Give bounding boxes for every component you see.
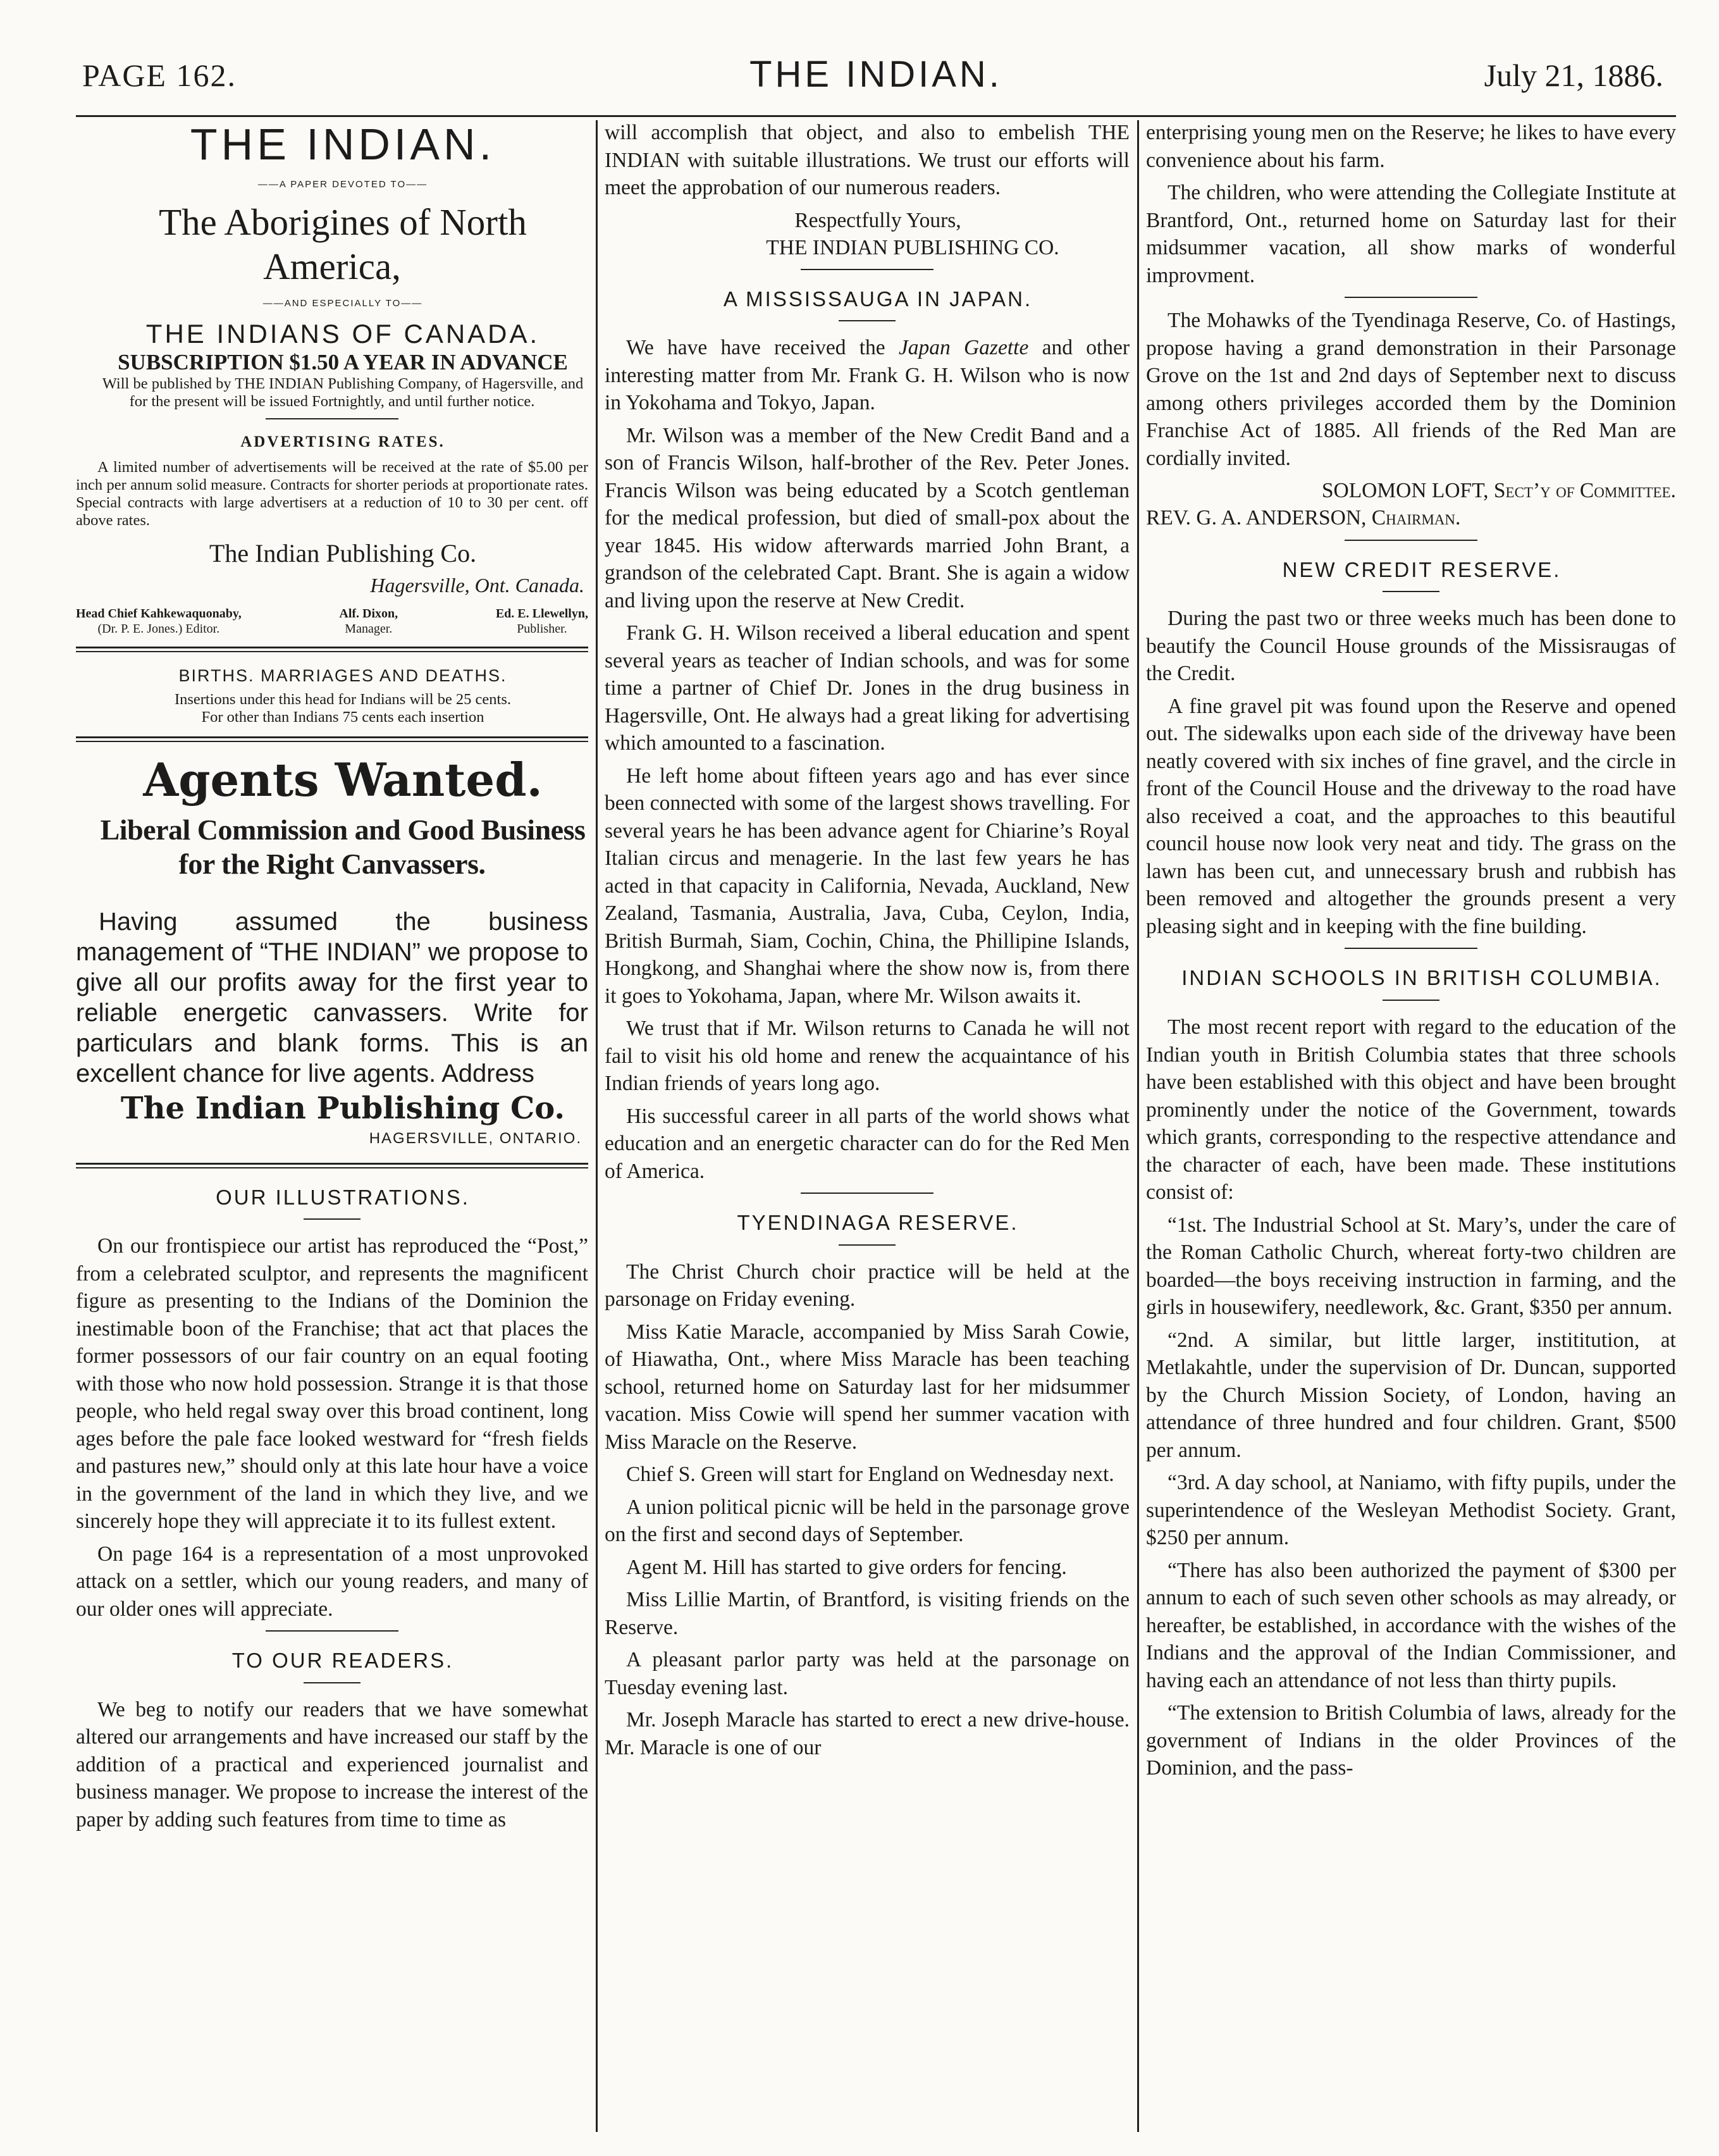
advertising-rates-heading: ADVERTISING RATES. xyxy=(240,433,445,450)
staff-list xyxy=(76,606,588,636)
divider xyxy=(304,1682,360,1683)
staff-manager: Alf. Dixon, Manager. xyxy=(339,606,398,636)
especially-line: ——AND ESPECIALLY TO—— xyxy=(262,297,423,309)
illustrations-heading: OUR ILLUSTRATIONS. xyxy=(216,1185,470,1209)
agents-advertisement xyxy=(76,753,588,1153)
tyendinaga-paragraph: Miss Katie Maracle, accompanied by Miss Sarah Cowie, of Hiawatha, Ont., where Miss Maracle has been teaching school, returned home on Saturday last for her midsummer vacation. Miss Cowie will spend her summer vacation with Miss Maracle on the Reserve. xyxy=(605,1320,1130,1454)
divider xyxy=(266,418,398,419)
bc-schools-paragraph: “The extension to British Columbia of laws, already for the government of Indians in the older Provinces of the Dominion, and the pass- xyxy=(1146,1701,1676,1780)
divider xyxy=(1345,948,1477,949)
paper-title: THE INDIAN. xyxy=(190,120,496,169)
column-1 xyxy=(76,119,588,2131)
committee-secretary: SOLOMON LOFT, Sect’y of Committee. xyxy=(1321,479,1676,502)
column-rule-2 xyxy=(1137,120,1139,2132)
newspaper-page xyxy=(76,44,1676,2132)
tyendinaga-paragraph: The Christ Church choir practice will be held at the parsonage on Friday evening. xyxy=(605,1260,1130,1311)
divider xyxy=(1345,297,1477,298)
readers-continued: will accomplish that object, and also to embelish THE INDIAN with suitable illustrations. We trust our efforts will meet the approbation of our numerous readers. xyxy=(605,121,1130,199)
tyendinaga-paragraph: A pleasant parlor party was held at the parsonage on Tuesday evening last. xyxy=(605,1648,1130,1699)
divider xyxy=(801,1193,933,1194)
japan-heading: A MISSISSAUGA IN JAPAN. xyxy=(723,287,1033,311)
tyendinaga-heading: TYENDINAGA RESERVE. xyxy=(737,1211,1019,1234)
subscription-line: SUBSCRIPTION $1.50 A YEAR IN ADVANCE xyxy=(118,350,568,375)
japan-paragraph: Mr. Wilson was a member of the New Credit Band and a son of Francis Wilson, half-brother of the Rev. Peter Jones. Francis Wilson was being educated by a Scotch gentleman for the medical profession, but died of small-pox about the year 1845. His widow afterwards married John Brant, a grandson of the celebrated Capt. Brant. She is again a widow and living upon the reserve at New Credit. xyxy=(605,423,1130,612)
japan-paragraph: We trust that if Mr. Wilson returns to Canada he will not fail to visit his old home and renew the acquaintance of his Indian friends of years long ago. xyxy=(605,1017,1130,1095)
double-rule xyxy=(76,1163,588,1168)
agents-ad-company: The Indian Publishing Co. xyxy=(120,1090,565,1126)
bmd-heading: BIRTHS. MARRIAGES AND DEATHS. xyxy=(178,666,507,685)
illustrations-paragraph: On our frontispiece our artist has reproduced the “Post,” from a celebrated sculptor, and represents the magnificent figure as presenting to the Indians of the Dominion the inestimable boon of the Franchise; that act that places the former possessors of our fair country on an equal footing with those who now hold possession. Strange it is that those people, who held regal sway over this broad continent, long ages before the pale face looked westward for “fresh fields and pastures new,” should only at this late hour have a voice in the government of the land in which they live, and we sincerely hope they will appreciate it to its fullest extent. xyxy=(76,1234,588,1533)
japan-paragraph: His successful career in all parts of the world shows what education and an energetic character can do for the Red Men of America. xyxy=(605,1104,1130,1183)
column-2 xyxy=(605,119,1130,2131)
bmd-line-1: Insertions under this head for Indians will be 25 cents. xyxy=(174,691,512,708)
double-rule xyxy=(76,736,588,742)
divider xyxy=(304,1218,360,1220)
bc-schools-paragraph: The most recent report with regard to the education of the Indian youth in British Columbia states that three schools have been established with this object and have been brought prominently under the notice of the Government, towards which grants, corresponding to the respective attendance and the character of each, have been made. These institutions consist of: xyxy=(1146,1015,1676,1204)
issue-date: July 21, 1886. xyxy=(1484,58,1663,93)
bc-schools-paragraph: “2nd. A similar, but little larger, instititution, at Metlakahtle, under the supervision of Dr. Duncan, supported by the Church Mission Society, of London, having an attendance of three hundred and four children. Grant, $500 per annum. xyxy=(1146,1328,1676,1462)
page-number: PAGE 162. xyxy=(82,58,237,93)
bc-schools-paragraph: “1st. The Industrial School at St. Mary’s, under the care of the Roman Catholic Church, whereat forty-two children are boarded—the boys receiving instruction in farming, and the girls in housewifery, needlework, &c. Grant, $350 per annum. xyxy=(1146,1213,1676,1319)
column-rule-1 xyxy=(596,120,598,2132)
staff-editor: Head Chief Kahkewaquonaby, (Dr. P. E. Jones.) Editor. xyxy=(76,606,242,636)
publisher-name: The Indian Publishing Co. xyxy=(209,538,477,567)
agents-ad-town: HAGERSVILLE, ONTARIO. xyxy=(369,1130,582,1147)
publisher-box xyxy=(76,119,588,636)
illustrations-paragraph: On page 164 is a representation of a most unprovoked attack on a settler, which our young readers, and many of our older ones will appreciate. xyxy=(76,1542,588,1621)
aborigines-line: The Aborigines of North America, xyxy=(159,201,527,287)
divider xyxy=(839,320,896,321)
divider xyxy=(1383,1000,1439,1001)
newspaper-title: THE INDIAN. xyxy=(749,54,1002,95)
publisher-location: Hagersville, Ont. Canada. xyxy=(370,574,584,597)
readers-paragraph: We beg to notify our readers that we have somewhat altered our arrangements and have increased our staff by the addition of a practical and experienced journalist and business manager. We propose to increase the interest of the paper by adding such features from time to time as xyxy=(76,1697,588,1831)
divider xyxy=(1345,540,1477,541)
divider xyxy=(266,1630,398,1632)
divider xyxy=(1383,591,1439,592)
devoted-line: ——A PAPER DEVOTED TO—— xyxy=(257,179,428,190)
mohawk-notice: The Mohawks of the Tyendinaga Reserve, Co. of Hastings, propose having a grand demonstration in their Parsonage Grove on the 1st and 2nd days of September next to discuss among others privileges accorded them by the Dominion Franchise Act of 1885. All friends of the Red Man are cordially invited. xyxy=(1146,309,1676,470)
staff-publisher: Ed. E. Llewellyn, Publisher. xyxy=(495,606,588,636)
column-3 xyxy=(1146,119,1676,2131)
bmd-line-2: For other than Indians 75 cents each insertion xyxy=(201,709,484,726)
japan-paragraph: We have have received the Japan Gazette and other interesting matter from Mr. Frank G. H. Wilson who is now in Yokohama and Tokyo, Japan. xyxy=(605,336,1130,414)
new-credit-heading: NEW CREDIT RESERVE. xyxy=(1282,557,1562,581)
readers-heading: TO OUR READERS. xyxy=(231,1649,454,1672)
bc-schools-paragraph: “There has also been authorized the payment of $300 per annum to each of such seven other schools as may already, or hereafter, be established, in accordance with the wishes of the Indians and the approval of the Indian Commissioner, and having each an attendance of not less than thirty pupils. xyxy=(1146,1558,1676,1692)
tyendinaga-paragraph: The children, who were attending the Collegiate Institute at Brantford, Ont., returned home on Saturday last for their midsummer vacation, all show marks of wonderful improvment. xyxy=(1146,181,1676,287)
signature-company: THE INDIAN PUBLISHING CO. xyxy=(766,235,1059,259)
divider xyxy=(801,269,933,270)
tyendinaga-paragraph: Mr. Joseph Maracle has started to erect a new drive-house. Mr. Maracle is one of our xyxy=(605,1708,1130,1759)
new-credit-paragraph: During the past two or three weeks much has been done to beautify the Council House grounds of the Missisraugas of the Credit. xyxy=(1146,607,1676,685)
masthead xyxy=(76,44,1676,114)
japan-paragraph: Frank G. H. Wilson received a liberal education and spent several years as teacher of Indian schools, and was for some time a partner of Chief Dr. Jones in the drug business in Hagersville, Ont. He always had a great liking for advertising which amounted to a fascination. xyxy=(605,621,1130,755)
new-credit-paragraph: A fine gravel pit was found upon the Reserve and opened out. The sidewalks upon each side of the driveway have been neatly covered with six inches of fine gravel, and the circle in front of the Council House and the driveway to the road have also received a coat, and the approaches to this beautiful council house now look very neat and tidy. The grass on the lawn has been cut, and unnecessary brush and rubbish has been removed and altogether the grounds present a very pleasing sight and in keeping with the fine building. xyxy=(1146,694,1676,938)
tyendinaga-paragraph: Agent M. Hill has started to give orders for fencing. xyxy=(626,1555,1067,1579)
japan-paragraph: He left home about fifteen years ago and has ever since been connected with some of the largest shows travelling. For several years he has been advance agent for Chiarine’s Royal Italian circus and menagerie. In the last few years he has acted in that capacity in California, Nevada, Auckland, New Zealand, Tasmania, Australia, Java, Cuba, Ceylon, India, British Burmah, Siam, Cochin, China, the Phillipine Islands, Hongkong, and Shanghai where the show now is, from there it goes to Yokohama, Japan, where Mr. Wilson awaits it. xyxy=(605,764,1130,1008)
liberal-commission-line: Liberal Commission and Good Business for the Right Canvassers. xyxy=(100,813,586,880)
canada-line: THE INDIANS OF CANADA. xyxy=(145,319,540,349)
bc-schools-heading: INDIAN SCHOOLS IN BRITISH COLUMBIA. xyxy=(1181,966,1662,989)
masthead-rule xyxy=(76,115,1676,117)
agents-ad-body: Having assumed the business management of “THE INDIAN” we propose to give all our profits away for the first year to reliable energetic canvassers. Write for particulars and blank forms. This is an excellent chance for live agents. Address xyxy=(76,907,588,1087)
tyendinaga-paragraph: Miss Lillie Martin, of Brantford, is visiting friends on the Reserve. xyxy=(605,1588,1130,1639)
agents-wanted-heading: Agents Wanted. xyxy=(143,753,543,807)
advertising-rates-text: A limited number of advertisements will be received at the rate of $5.00 per inch per annum solid measure. Contracts for shorter periods at proportionate rates. Special contracts with large advertisers at a reduction of 10 to 30 per cent. off above rates. xyxy=(76,458,588,529)
divider xyxy=(839,1244,896,1246)
tyendinaga-continued: enterprising young men on the Reserve; he likes to have every convenience about his farm. xyxy=(1146,121,1676,172)
tyendinaga-paragraph: Chief S. Green will start for England on Wednesday next. xyxy=(626,1463,1114,1486)
bc-schools-paragraph: “3rd. A day school, at Naniamo, with fifty pupils, under the superintendence of the Wesleyan Methodist Society. Grant, $250 per annum. xyxy=(1146,1471,1676,1549)
committee-chairman: REV. G. A. ANDERSON, Chairman. xyxy=(1146,506,1461,530)
publication-note: Will be published by THE INDIAN Publishing Company, of Hagersville, and for the present will be issued Fortnightly, and until further notice. xyxy=(102,375,584,410)
double-rule xyxy=(76,647,588,652)
signature-line: Respectfully Yours, xyxy=(794,208,961,232)
tyendinaga-paragraph: A union political picnic will be held in the parsonage grove on the first and second days of September. xyxy=(605,1495,1130,1546)
